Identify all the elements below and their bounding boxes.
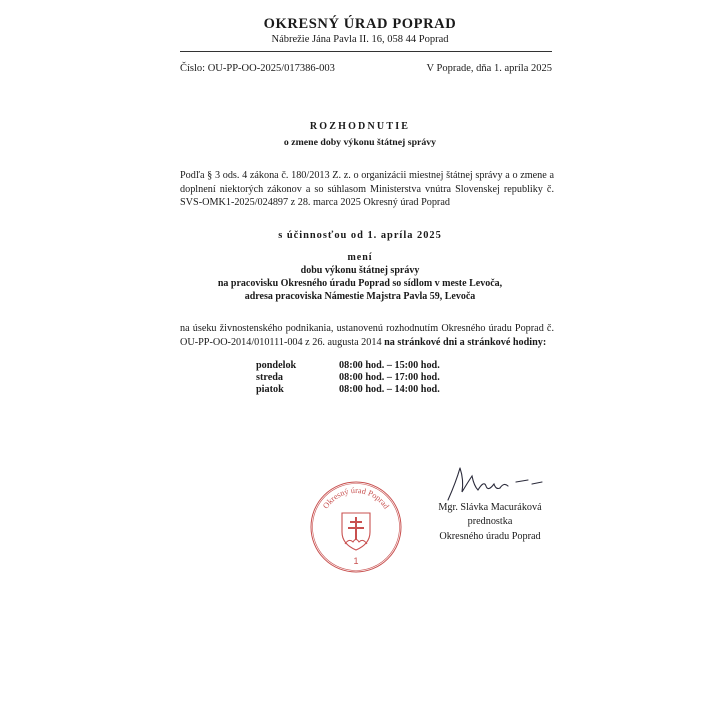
signatory-name: Mgr. Slávka Macuráková bbox=[438, 502, 542, 513]
office-hours-time: 08:00 hod. – 17:00 hod. bbox=[339, 372, 440, 383]
decision-line-3: adresa pracoviska Námestie Majstra Pavla 59, Levoča bbox=[244, 291, 476, 302]
coat-of-arms-icon bbox=[342, 513, 370, 550]
official-stamp bbox=[309, 480, 403, 574]
decision-line-1: dobu výkonu štátnej správy bbox=[300, 265, 420, 276]
stamp-text: Okresný úrad Poprad bbox=[321, 485, 391, 511]
stamp-number: 1 bbox=[353, 556, 359, 566]
header-divider bbox=[180, 51, 552, 52]
effective-date: s účinnosťou od 1. apríla 2025 bbox=[278, 230, 442, 241]
legal-basis-paragraph: Podľa § 3 ods. 4 zákona č. 180/2013 Z. z. o organizácii miestnej štátnej správy a o zmene a doplnení niektorých zákonov a so súhlasom Ministerstva vnútra Slovenskej republiky č. SVS-OMK1-2025/024897 z 28. marca 2025 Okresný úrad Poprad bbox=[180, 170, 554, 208]
signatory-role: prednostka bbox=[467, 516, 513, 527]
organization-name: OKRESNÝ ÚRAD POPRAD bbox=[263, 16, 457, 32]
office-hours-day: pondelok bbox=[256, 360, 297, 371]
decision-line-2: na pracovisku Okresného úradu Poprad so sídlom v meste Levoča, bbox=[217, 278, 503, 289]
section-paragraph bbox=[180, 322, 554, 349]
office-hours-time: 08:00 hod. – 14:00 hod. bbox=[339, 384, 440, 395]
document-subtitle: o zmene doby výkonu štátnej správy bbox=[283, 137, 437, 148]
section-text: na úseku živnostenského podnikania, ustanovenú rozhodnutím Okresného úradu Poprad č. OU-PP-OO-2014/010111-004 z 26. augusta 2014 bbox=[180, 323, 554, 348]
section-emphasis: na stránkové dni a stránkové hodiny: bbox=[384, 336, 547, 348]
office-hours-day: piatok bbox=[256, 384, 284, 395]
document-title: ROZHODNUTIE bbox=[309, 121, 411, 132]
organization-address: Nábrežie Jána Pavla II. 16, 058 44 Poprad bbox=[271, 34, 449, 45]
signatory-organization: Okresného úradu Poprad bbox=[439, 531, 541, 542]
office-hours-day: streda bbox=[256, 372, 283, 383]
office-hours-time: 08:00 hod. – 15:00 hod. bbox=[339, 360, 440, 371]
decision-verb: mení bbox=[347, 252, 373, 263]
place-and-date: V Poprade, dňa 1. apríla 2025 bbox=[426, 63, 552, 74]
reference-number: Číslo: OU-PP-OO-2025/017386-003 bbox=[180, 63, 335, 74]
